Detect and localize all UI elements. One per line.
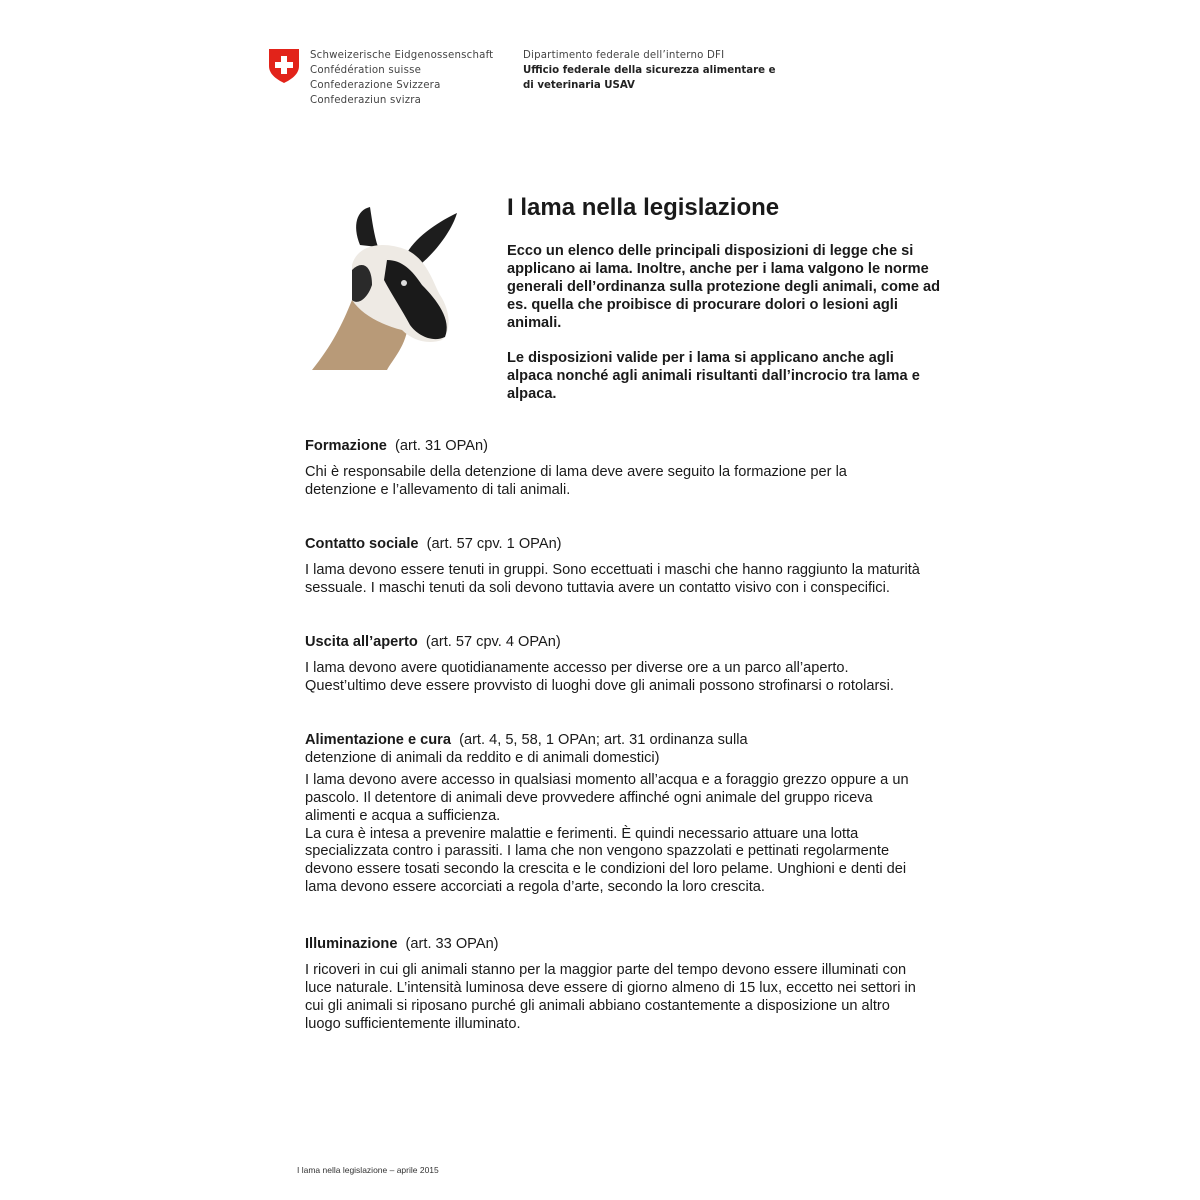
federation-fr: Confédération suisse [310, 65, 422, 76]
legal-reference: (art. 33 OPAn) [405, 936, 499, 952]
office-name-line1: Ufficio federale della sicurezza alimentare e [523, 65, 776, 76]
intro-paragraph: Le disposizioni valide per i lama si applicano anche agli alpaca nonché agli animali risultanti dall’incrocio tra lama e alpaca. [507, 350, 920, 402]
section-title: Alimentazione e cura [305, 732, 451, 748]
federation-de: Schweizerische Eidgenossenschaft [310, 50, 494, 61]
federation-it: Confederazione Svizzera [310, 80, 441, 91]
section-heading [305, 438, 945, 456]
section-uscita-aperto [305, 634, 945, 696]
department-name: Dipartimento federale dell’interno DFI [523, 50, 725, 61]
section-alimentazione-cura [305, 732, 945, 897]
section-text: I lama devono avere quotidianamente accesso per diverse ore a un parco all’aperto. Quest’ultimo deve essere provvisto di luoghi dove gli animali possono strofinarsi o rotolarsi. [305, 659, 894, 694]
section-text: I ricoveri in cui gli animali stanno per la maggior parte del tempo devono essere illuminati con luce naturale. L’intensità luminosa deve essere di giorno almeno di 15 lux, eccetto nei settori in cui gli animali si riposano purché gli animali abbiano costantemente a disposizione un altro luogo sufficientemente illuminato. [305, 961, 916, 1032]
section-text: I lama devono essere tenuti in gruppi. Sono eccettuati i maschi che hanno raggiunto la maturità sessuale. I maschi tenuti da soli devono tuttavia avere un contatto visivo con i conspecifici. [305, 561, 920, 596]
section-text: I lama devono avere accesso in qualsiasi momento all’acqua e a foraggio grezzo oppure a un pascolo. Il detentore di animali deve provvedere affinché ogni animale del gruppo riceva alimenti e acqua a sufficienza. La cura è intesa a prevenire malattie e ferimenti. È quindi necessario attuare una lotta specializzata contro i parassiti. I lama che non vengono spazzolati e pettinati regolarmente devono essere tosati secondo la crescita e le condizioni del loro pelame. Unghioni e denti dei lama devono essere accorciati a regola d’arte, secondo la loro crescita. [305, 771, 909, 896]
department-info [523, 48, 776, 93]
section-formazione [305, 438, 945, 500]
office-name-line2: di veterinaria USAV [523, 80, 635, 91]
federation-rm: Confederaziun svizra [310, 95, 422, 106]
section-title: Contatto sociale [305, 536, 419, 552]
section-text: Chi è responsabile della detenzione di lama deve avere seguito la formazione per la detenzione e l’allevamento di tali animali. [305, 463, 847, 498]
section-heading [305, 936, 945, 954]
llama-photo [312, 205, 462, 373]
page-footer: I lama nella legislazione – aprile 2015 [297, 1165, 439, 1175]
section-heading [305, 732, 945, 768]
legal-reference: (art. 4, 5, 58, 1 OPAn; art. 31 ordinanza sulla detenzione di animali da reddito e di animali domestici) [305, 732, 748, 766]
section-title: Illuminazione [305, 936, 398, 952]
section-title: Uscita all’aperto [305, 634, 418, 650]
section-contatto-sociale [305, 536, 945, 598]
page-title: I lama nella legislazione [507, 194, 780, 221]
section-heading [305, 634, 945, 652]
legal-reference: (art. 57 cpv. 4 OPAn) [425, 634, 561, 650]
section-heading [305, 536, 945, 554]
section-title: Formazione [305, 438, 387, 454]
legal-reference: (art. 31 OPAn) [395, 438, 489, 454]
section-illuminazione [305, 936, 945, 1034]
legal-reference: (art. 57 cpv. 1 OPAn) [426, 536, 562, 552]
intro-paragraph: Ecco un elenco delle principali disposizioni di legge che si applicano ai lama. Inoltre, anche per i lama valgono le norme generali dell’ordinanza sulla protezione degli animali, come ad es. quella che proibisce di procurare dolori o lesioni agli animali. [507, 243, 941, 331]
federation-names [310, 48, 493, 108]
swiss-coat-of-arms-icon [268, 48, 300, 84]
